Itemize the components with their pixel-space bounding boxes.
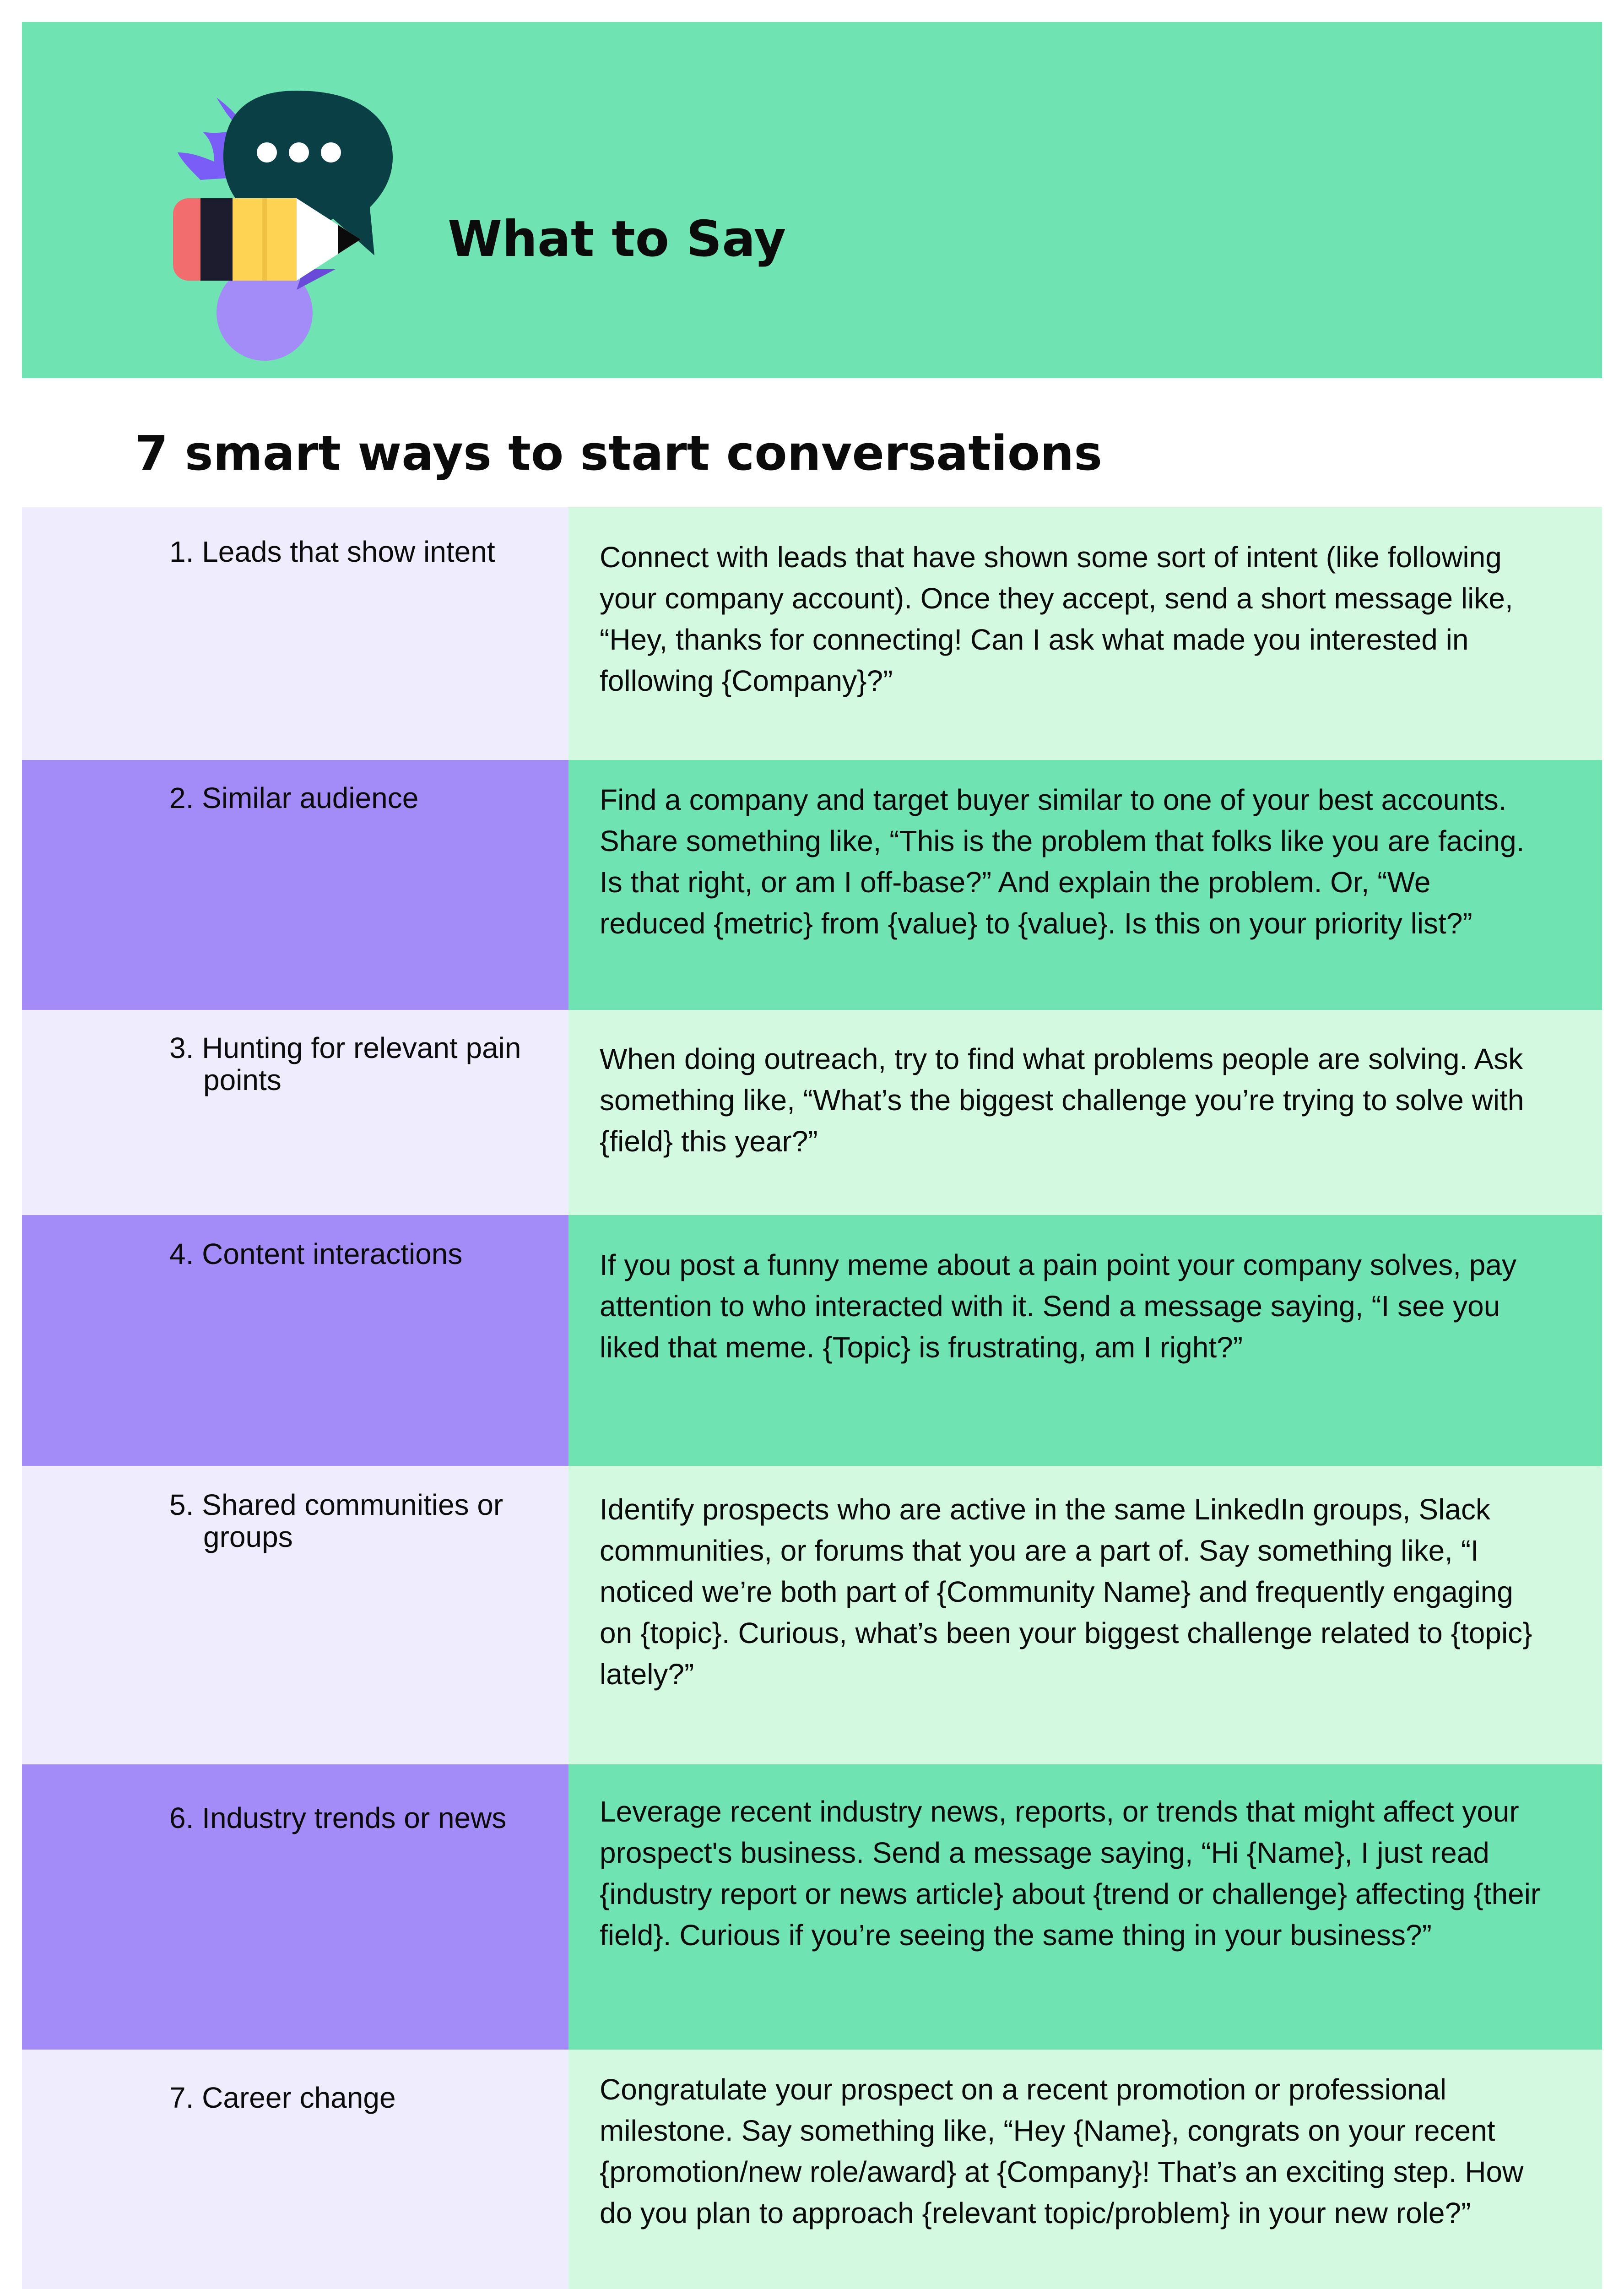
row-description-cell bbox=[568, 2050, 1602, 2289]
row-label-cell bbox=[22, 760, 568, 1010]
row-label: 7. Career change bbox=[169, 2081, 396, 2114]
table-row bbox=[22, 760, 1602, 1010]
table-row bbox=[22, 1466, 1602, 1764]
row-label-cell bbox=[22, 1466, 568, 1764]
row-description: Connect with leads that have shown some sort of intent (like following your company account). Once they accept, send a short message like, “Hey, thanks for connecting! Can I ask what made you interested in following {Company}?” bbox=[600, 541, 1513, 697]
table-row bbox=[22, 1215, 1602, 1466]
row-description-cell bbox=[568, 1764, 1602, 2050]
row-description-cell bbox=[568, 1215, 1602, 1466]
row-description: When doing outreach, try to find what problems people are solving. Ask something like, “What’s the biggest challenge you’re trying to solve with {field} this year?” bbox=[600, 1042, 1524, 1158]
table-row bbox=[22, 507, 1602, 760]
row-label: 2. Similar audience bbox=[169, 781, 419, 814]
row-description-cell bbox=[568, 760, 1602, 1010]
row-label: 6. Industry trends or news bbox=[169, 1801, 507, 1834]
row-label-cell bbox=[22, 1215, 568, 1466]
row-label: 3. Hunting for relevant pain points bbox=[169, 1031, 521, 1096]
dot-3 bbox=[321, 142, 341, 163]
dot-2 bbox=[289, 142, 309, 163]
row-description-cell bbox=[568, 507, 1602, 760]
table-row bbox=[22, 1010, 1602, 1215]
row-label-cell bbox=[22, 2050, 568, 2289]
header-banner bbox=[22, 22, 1602, 378]
table-row bbox=[22, 1764, 1602, 2050]
row-description: Find a company and target buyer similar to one of your best accounts. Share something like, “This is the problem that folks like you are facing. Is that right, or am I off-base?” And explain the problem. Or, “We reduced {metric} from {value} to {value}. Is this on your priority list?” bbox=[600, 783, 1525, 940]
dot-1 bbox=[257, 142, 277, 163]
row-label-cell bbox=[22, 1764, 568, 2050]
row-description: Identify prospects who are active in the same LinkedIn groups, Slack communities, or forums that you are a part of. Say something like, “I noticed we’re both part of {Community Name} and frequently engaging on {topic}. Curious, what’s been your biggest challenge related to {topic} lately?” bbox=[600, 1493, 1532, 1691]
row-label-cell bbox=[22, 507, 568, 760]
row-description-cell bbox=[568, 1010, 1602, 1215]
section-title: 7 smart ways to start conversations bbox=[135, 425, 1103, 481]
row-description-cell bbox=[568, 1466, 1602, 1764]
row-label: 4. Content interactions bbox=[169, 1237, 463, 1270]
header-title: What to Say bbox=[448, 211, 786, 268]
row-label: 5. Shared communities or groups bbox=[169, 1488, 503, 1553]
table-row bbox=[22, 2050, 1602, 2289]
chat-bubble-pencil-icon bbox=[173, 88, 429, 363]
row-description: Congratulate your prospect on a recent promotion or professional milestone. Say something like, “Hey {Name}, congrats on your recent {promotion/new role/award} at {Company}! That’s an exciting step. How do you plan to approach {relevant topic/problem} in your new role?” bbox=[600, 2073, 1524, 2229]
conversation-table bbox=[22, 507, 1602, 2289]
row-label: 1. Leads that show intent bbox=[169, 535, 495, 568]
row-description: Leverage recent industry news, reports, or trends that might affect your prospect's business. Send a message saying, “Hi {Name}, I just read {industry report or news article} about {trend or challenge} affecting {their field}. Curious if you’re seeing the same thing in your business?” bbox=[600, 1795, 1541, 1952]
row-label-cell bbox=[22, 1010, 568, 1215]
row-description: If you post a funny meme about a pain point your company solves, pay attention to who interacted with it. Send a message saying, “I see you liked that meme. {Topic} is frustrating, am I right?” bbox=[600, 1248, 1516, 1364]
